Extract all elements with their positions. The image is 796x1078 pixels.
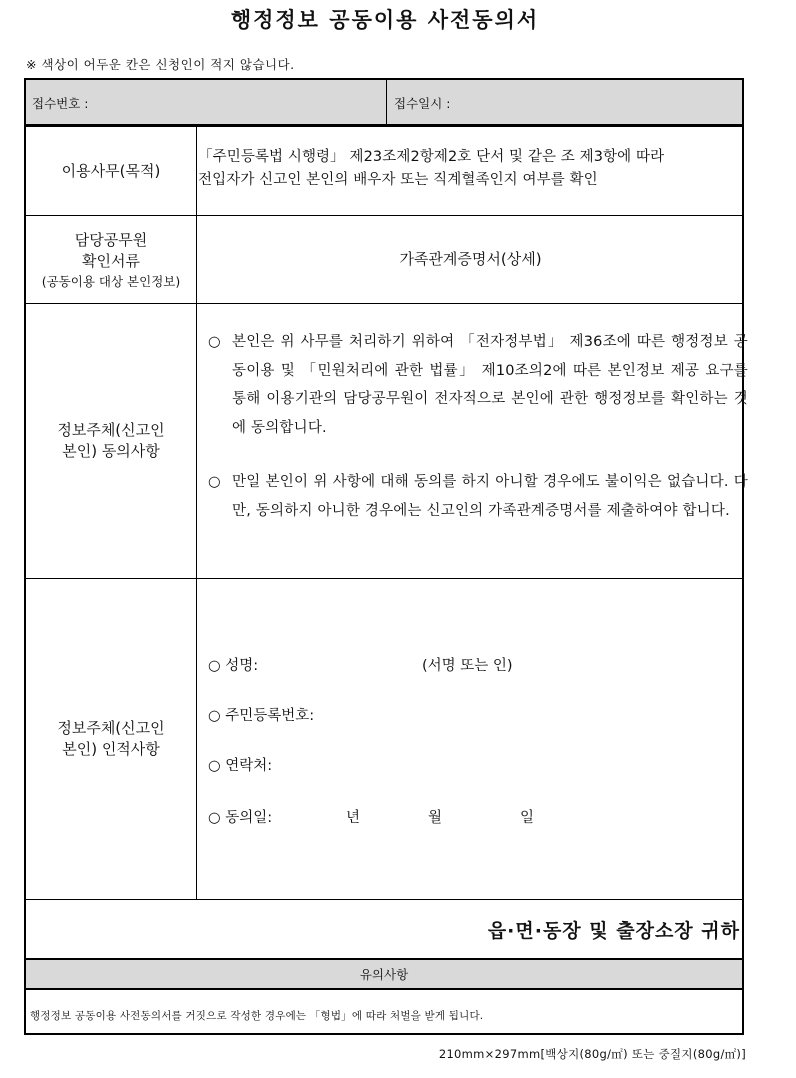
purpose-text: 「주민등록법 시행령」 제23조제2항제2호 단서 및 같은 조 제3항에 따라 전입자가 신고인 본인의 배우자 또는 직계혈족인지 여부를 확인 — [198, 149, 665, 188]
purpose-label: 이용사무(목적) — [61, 161, 161, 180]
identity-label: 정보주체(신고인 본인) 인적사항 — [57, 719, 165, 758]
year-unit: 년 — [346, 810, 361, 826]
shaded-cell-notice: ※ 색상이 어두운 칸은 신청인이 적지 않습니다. — [26, 57, 295, 72]
consent-paragraph-1: ○ 본인은 위 사무를 처리하기 위하여 「전자정부법」 제36조에 따른 행정정보 공동이용 및 「민원처리에 관한 법률」 제10조의2에 따른 본인정보 제공 요구를 통해 이용기관의 담당공무원이 전자적으로 본인에 관한 행정정보를 확인하는 것에 동의합니다. — [208, 328, 748, 442]
signature-hint: (서명 또는 인) — [422, 658, 513, 674]
document-title: 행정정보 공동이용 사전동의서 — [230, 8, 540, 32]
addressee: 읍·면·동장 및 출장소장 귀하 — [487, 920, 740, 942]
month-unit: 월 — [428, 810, 443, 826]
consent-label: 정보주체(신고인 본인) 동의사항 — [57, 421, 165, 460]
contact-field[interactable]: ○ 연락처: — [208, 758, 273, 774]
receipt-date-field: 접수일시 : — [394, 96, 451, 111]
circle-mark-icon: ○ — [208, 334, 221, 350]
receipt-number-field: 접수번호 : — [32, 96, 89, 111]
consent-date-field[interactable]: ○ 동의일: — [208, 810, 273, 826]
name-field[interactable]: ○ 성명: — [208, 658, 259, 674]
circle-mark-icon: ○ — [208, 474, 221, 490]
receipt-header-row — [26, 80, 742, 124]
caution-text: 행정정보 공동이용 사전동의서를 거짓으로 작성한 경우에는 「형법」에 따라 처벌을 받게 됩니다. — [30, 1010, 484, 1022]
caution-title: 유의사항 — [359, 967, 409, 982]
docs-label: 담당공무원 확인서류 (공동이용 대상 본인정보) — [41, 230, 181, 289]
day-unit: 일 — [520, 810, 535, 826]
resident-number-field[interactable]: ○ 주민등록번호: — [208, 708, 315, 724]
paper-spec: 210mm×297mm[백상지(80g/㎡) 또는 중질지(80g/㎡)] — [438, 1047, 746, 1061]
consent-paragraph-2: ○ 만일 본인이 위 사항에 대해 동의를 하지 아니할 경우에도 불이익은 없습니다. 다만, 동의하지 아니한 경우에는 신고인의 가족관계증명서를 제출하여야 합니다. — [208, 468, 748, 525]
consent-form-table — [24, 78, 748, 1035]
docs-value: 가족관계증명서(상세) — [399, 250, 542, 268]
